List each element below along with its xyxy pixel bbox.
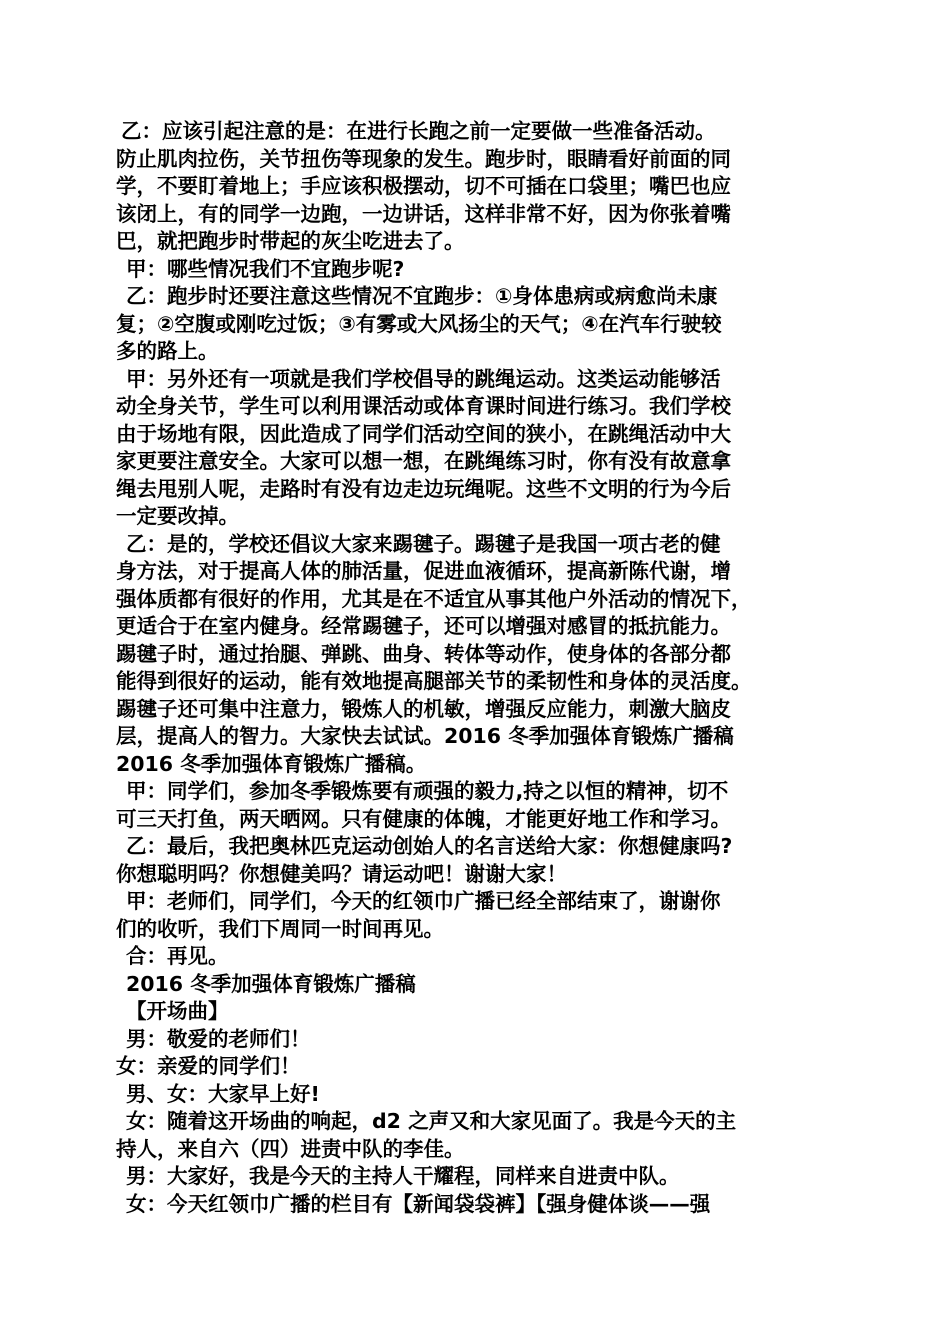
text-line: 乙：最后，我把奥林匹克运动创始人的名言送给大家：你想健康吗? (126, 834, 733, 858)
text-line: 复；②空腹或刚吃过饭；③有雾或大风扬尘的天气；④在汽车行驶较 (116, 311, 722, 336)
text-line: 男、女：大家早上好! (126, 1081, 320, 1106)
text-line: 巴，就把跑步时带起的灰尘吃进去了。 (116, 229, 465, 253)
text-line: 多的路上。 (116, 339, 219, 363)
document-page (116, 118, 842, 1218)
text-line: 女：随着这开场曲的响起，d2 之声又和大家见面了。我是今天的主 (126, 1109, 737, 1133)
text-line: 层，提高人的智力。大家快去试试。2016 冬季加强体育锻炼广播稿 (116, 724, 734, 748)
text-line: 由于场地有限，因此造成了同学们活动空间的狭小，在跳绳活动中大 (116, 421, 731, 446)
text-line: 男：大家好，我是今天的主持人干耀程，同样来自进责中队。 (126, 1164, 680, 1188)
text-line: 乙：是的，学校还倡议大家来踢毽子。踢毽子是我国一项古老的健 (126, 531, 721, 556)
text-line: 更适合于在室内健身。经常踢毽子，还可以增强对感冒的抵抗能力。 (116, 614, 731, 638)
text-line: 你想聪明吗？你想健美吗？请运动吧！谢谢大家！ (116, 861, 567, 886)
text-line: 乙：跑步时还要注意这些情况不宜跑步：①身体患病或病愈尚未康 (126, 284, 718, 308)
text-line: 身方法，对于提高人体的肺活量，促进血液循环，提高新陈代谢，增 (116, 559, 731, 583)
text-line: 女：亲爱的同学们！ (116, 1054, 301, 1078)
text-line: 乙：应该引起注意的是：在进行长跑之前一定要做一些准备活动。 (121, 119, 716, 143)
text-line: 学，不要盯着地上；手应该积极摆动，切不可插在口袋里；嘴巴也应 (116, 174, 731, 198)
text-line: 能得到很好的运动，能有效地提高腿部关节的柔韧性和身体的灵活度。 (116, 669, 752, 693)
text-line: 持人，来自六（四）进责中队的李佳。 (116, 1136, 465, 1161)
text-line: 2016 冬季加强体育锻炼广播稿。 (116, 751, 427, 776)
text-line: 绳去甩别人呢，走路时有没有边走边玩绳呢。这些不文明的行为今后 (116, 476, 731, 501)
text-line: 踢毽子还可集中注意力，锻炼人的机敏，增强反应能力，刺激大脑皮 (116, 696, 731, 721)
text-line: 踢毽子时，通过抬腿、弹跳、曲身、转体等动作，使身体的各部分都 (116, 641, 731, 666)
text-line: 女：今天红领巾广播的栏目有【新闻袋袋裤】【强身健体谈——强 (126, 1191, 711, 1216)
text-line: 甲：另外还有一项就是我们学校倡导的跳绳运动。这类运动能够活 (126, 366, 721, 391)
text-line: 可三天打鱼，两天晒网。只有健康的体魄，才能更好地工作和学习。 (116, 806, 731, 831)
text-line: 【开场曲】 (126, 999, 229, 1023)
text-line: 动全身关节，学生可以利用课活动或体育课时间进行练习。我们学校 (116, 394, 731, 418)
text-line: 该闭上，有的同学一边跑，一边讲话，这样非常不好，因为你张着嘴 (116, 201, 731, 226)
text-line: 合：再见。 (126, 944, 229, 968)
text-line: 甲：哪些情况我们不宜跑步呢? (126, 256, 405, 281)
text-line: 甲：老师们，同学们，今天的红领巾广播已经全部结束了，谢谢你 (126, 889, 721, 913)
text-line: 强体质都有很好的作用，尤其是在不适宜从事其他户外活动的情况下， (116, 586, 752, 611)
text-line: 防止肌肉拉伤，关节扭伤等现象的发生。跑步时，眼睛看好前面的同 (116, 146, 731, 171)
text-line: 家更要注意安全。大家可以想一想，在跳绳练习时，你有没有故意拿 (116, 449, 731, 473)
text-line: 2016 冬季加强体育锻炼广播稿 (126, 971, 416, 996)
text-line: 们的收听，我们下周同一时间再见。 (116, 916, 444, 941)
text-line: 甲：同学们，参加冬季锻炼要有顽强的毅力,持之以恒的精神，切不 (126, 779, 729, 803)
text-line: 一定要改掉。 (116, 504, 239, 528)
text-line: 男：敬爱的老师们！ (126, 1026, 311, 1051)
